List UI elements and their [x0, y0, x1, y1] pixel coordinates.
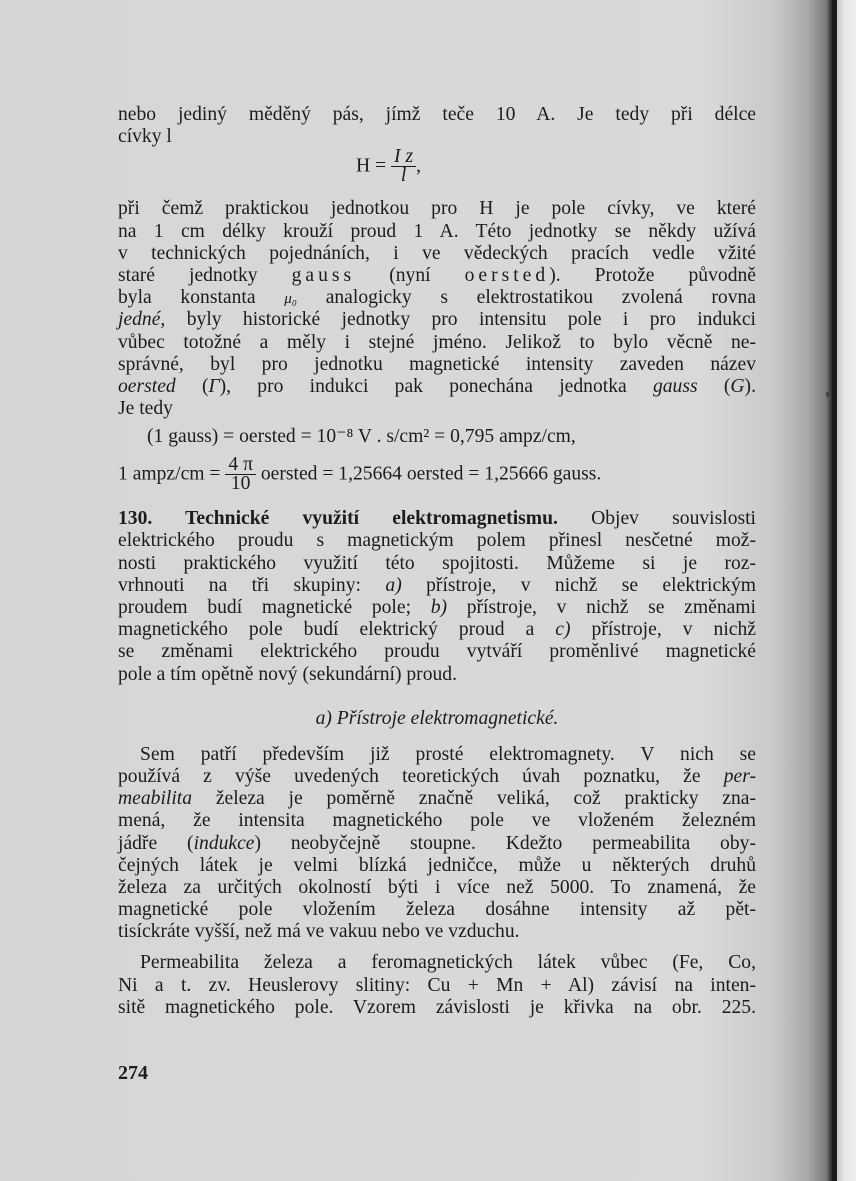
text-line: Sem patří především již prosté elektromagnety. V nich se [140, 743, 756, 765]
text-line: jedné, byly historické jednotky pro intensitu pole i pro indukci [118, 309, 756, 331]
text-line: nosti praktického využití této spojitosti. Můžeme si je roz- [118, 552, 756, 574]
text-line: se změnami elektrického proudu vytváří proměnlivé magnetické [118, 641, 756, 663]
text-line: tisíckráte vyšší, než má ve vakuu nebo ve vzduchu. [118, 921, 520, 943]
formula-h: H = $\frac{\text{I z}}{l}$ , [356, 146, 421, 187]
text-line: železa za určitých okolností býti i více než 5000. To znamená, že [118, 876, 756, 898]
text-line: oersted (Γ), pro indukci pak ponechána jednotka gauss (G). [118, 375, 756, 397]
text-line: Permeabilita železa a feromagnetických látek vůbec (Fe, Co, [140, 952, 756, 974]
text-line: proudem budí magnetické pole; b) přístroje, v nichž se změnami [118, 597, 756, 618]
section-130 [118, 508, 756, 686]
text-line: magnetické pole vložením železa dosáhne intensity až pět- [118, 899, 756, 921]
text-line: vůbec totožné a měly i stejné jméno. Jelikož to bylo věcně ne- [118, 331, 756, 353]
section-heading: 130. Technické využití elektromagnetismu. [118, 508, 558, 530]
margin-mark [826, 392, 831, 397]
text-line: cívky l [118, 126, 172, 148]
paragraph [118, 744, 756, 944]
paragraph [118, 952, 756, 1019]
page-body [118, 104, 756, 1019]
equation-gauss: (1 gauss) = oersted = 10⁻⁸ V . s/cm² = 0,795 ampz/cm, [147, 426, 576, 448]
page-number: 274 [118, 1062, 148, 1084]
math-symbol: μ₀ [284, 291, 297, 308]
fraction-denominator: 10 [225, 474, 256, 493]
fraction-numerator: I z [394, 146, 414, 168]
text-line: používá z výše uvedených teoretických úvah poznatku, že per- [118, 765, 756, 787]
fraction-denominator: l [391, 166, 416, 185]
text-line: vrhnouti na tři skupiny: a) přístroje, v nichž se elektrickým [118, 574, 757, 596]
fraction [391, 148, 416, 185]
fraction-numerator: 4 π [228, 454, 253, 476]
text-line: byla konstanta μ₀ analogicky s elektrostatikou zvolená rovna [118, 287, 757, 309]
text-line: čejných látek je velmi blízká jedničce, může u některých druhů [118, 854, 756, 876]
subheading: a) Přístroje elektromagnetické. [315, 707, 559, 729]
facing-page-edge [837, 0, 856, 1181]
paragraph [118, 198, 756, 420]
text-line: staré jednotky gauss (nyní oersted). Protože původně [118, 264, 756, 286]
text-line: na 1 cm délky krouží proud 1 A. Této jednotky se někdy užívá [118, 220, 756, 242]
text-line: 130. Technické využití elektromagnetismu. Objev souvislosti [118, 508, 756, 530]
text-line: mená, že intensita magnetického pole ve vloženém železném [118, 810, 756, 832]
formula-lhs: H = [356, 155, 387, 177]
spaced-term: gauss [291, 264, 356, 286]
text-line: elektrického proudu s magnetickým polem přinesl nesčetné mož- [118, 530, 756, 552]
fraction [225, 456, 256, 493]
text-line: nebo jediný měděný pás, jímž teče 10 A. Je tedy při délce [118, 104, 756, 125]
text-line: v technických pojednáních, i ve vědeckých pracích vedle vžité [118, 242, 756, 264]
text-line: magnetického pole budí elektrický proud a c) přístroje, v nichž [118, 619, 756, 641]
spaced-term: oersted [464, 264, 550, 286]
text-line: správné, byl pro jednotku magnetické intensity zaveden název [118, 353, 756, 375]
text-line: sitě magnetického pole. Vzorem závislosti je křivka na obr. 225. [118, 996, 756, 1018]
text-line: při čemž praktickou jednotkou pro H je pole cívky, ve které [118, 198, 756, 220]
text-line: pole a tím opětně nový (sekundární) proud. [118, 663, 457, 685]
text-line: meabilita železa je poměrně značně veliká, což prakticky zna- [118, 788, 756, 810]
text-line: Je tedy [118, 398, 173, 420]
text-line: jádře (indukce) neobyčejně stoupne. Kdežto permeabilita oby- [118, 832, 756, 854]
equation-ampz: 1 ampz/cm = $\frac{4 \pi}{10}$ oersted = 1,25664 oersted = 1,25666 gauss. [118, 454, 602, 495]
text-line: Ni a t. zv. Heuslerovy slitiny: Cu + Mn + Al) závisí na inten- [118, 974, 756, 996]
